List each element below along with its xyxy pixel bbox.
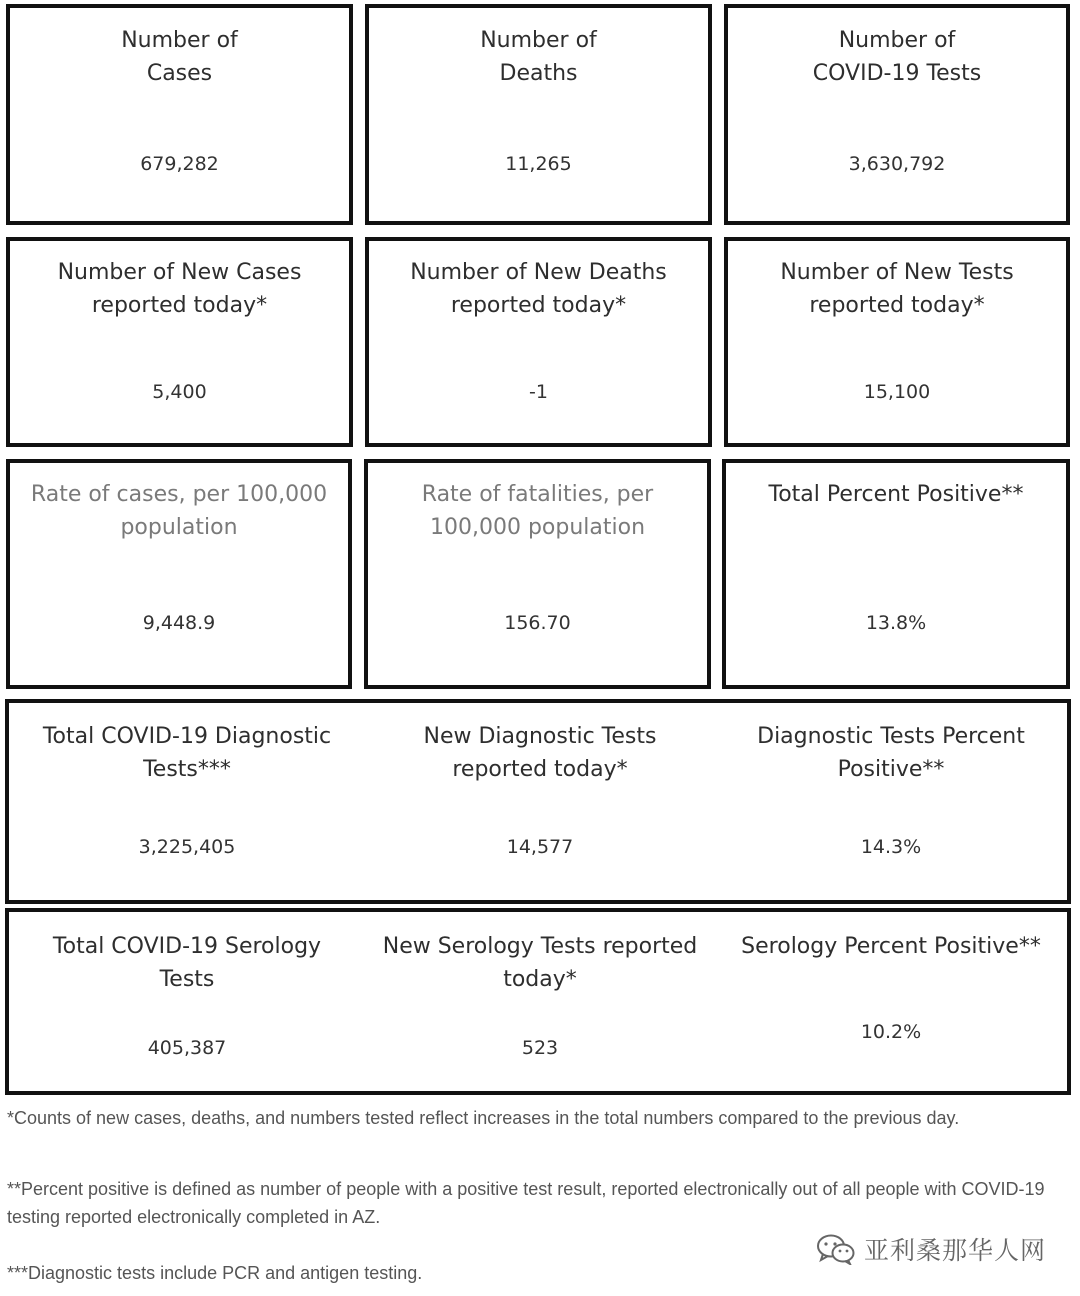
diagnostic-percent-label: Diagnostic Tests Percent Positive** <box>757 724 1025 782</box>
serology-new-cell <box>365 912 715 1091</box>
percent-positive-label: Total Percent Positive** <box>768 482 1024 507</box>
diagnostic-new-label: New Diagnostic Tests reported today* <box>423 724 657 782</box>
diagnostic-total-cell <box>9 703 365 900</box>
diagnostic-panel <box>5 699 1071 904</box>
fatality-rate-value: 156.70 <box>504 612 571 634</box>
serology-total-value: 405,387 <box>147 1037 227 1059</box>
serology-percent-cell <box>715 912 1067 1091</box>
new-tests-label: Number of New Tests reported today* <box>780 260 1014 318</box>
new-tests-value: 15,100 <box>863 381 931 403</box>
new-deaths-label: Number of New Deaths reported today* <box>410 260 667 318</box>
watermark <box>816 1231 1046 1267</box>
percent-positive-card <box>722 459 1070 689</box>
diagnostic-new-cell <box>365 703 715 900</box>
tests-card <box>724 4 1070 225</box>
deaths-card <box>365 4 712 225</box>
diagnostic-percent-cell <box>715 703 1067 900</box>
deaths-label: Number of Deaths <box>480 28 597 86</box>
diagnostic-new-value: 14,577 <box>506 836 574 858</box>
serology-panel <box>5 908 1071 1095</box>
cases-label: Number of Cases <box>121 28 238 86</box>
footnote-diagnostic-tests: ***Diagnostic tests include PCR and antigen testing. <box>7 1263 423 1283</box>
tests-label: Number of COVID-19 Tests <box>812 28 982 86</box>
wechat-icon <box>816 1233 856 1265</box>
serology-new-value: 523 <box>521 1037 559 1059</box>
case-rate-card <box>6 459 352 689</box>
new-cases-value: 5,400 <box>152 381 207 403</box>
cases-value: 679,282 <box>140 153 219 175</box>
serology-total-cell <box>9 912 365 1091</box>
serology-percent-label: Serology Percent Positive** <box>741 934 1041 959</box>
new-cases-label: Number of New Cases reported today* <box>57 260 302 318</box>
new-deaths-card <box>365 237 712 447</box>
serology-new-label: New Serology Tests reported today* <box>382 934 698 992</box>
diagnostic-percent-value: 14.3% <box>860 836 922 858</box>
fatality-rate-card <box>364 459 711 689</box>
case-rate-value: 9,448.9 <box>142 612 216 634</box>
percent-positive-value: 13.8% <box>865 612 927 634</box>
footnote-percent-positive: **Percent positive is defined as number of people with a positive test result, reported electronically out of all people with COVID-19 testing reported electronically completed in AZ. <box>7 1179 1045 1227</box>
diagnostic-total-value: 3,225,405 <box>138 836 236 858</box>
serology-total-label: Total COVID-19 Serology Tests <box>52 934 322 992</box>
watermark-text: 亚利桑那华人网 <box>863 1236 1046 1265</box>
new-tests-card <box>724 237 1070 447</box>
new-deaths-value: -1 <box>529 381 548 403</box>
tests-value: 3,630,792 <box>848 153 946 175</box>
deaths-value: 11,265 <box>505 153 572 175</box>
footnote-new-counts: *Counts of new cases, deaths, and numbers tested reflect increases in the total numbers compared to the previous day. <box>7 1108 960 1128</box>
cases-card <box>6 4 353 225</box>
serology-percent-value: 10.2% <box>860 1021 922 1043</box>
case-rate-label: Rate of cases, per 100,000 population <box>30 482 328 540</box>
new-cases-card <box>6 237 353 447</box>
diagnostic-total-label: Total COVID-19 Diagnostic Tests*** <box>42 724 332 782</box>
fatality-rate-label: Rate of fatalities, per 100,000 population <box>421 482 654 540</box>
